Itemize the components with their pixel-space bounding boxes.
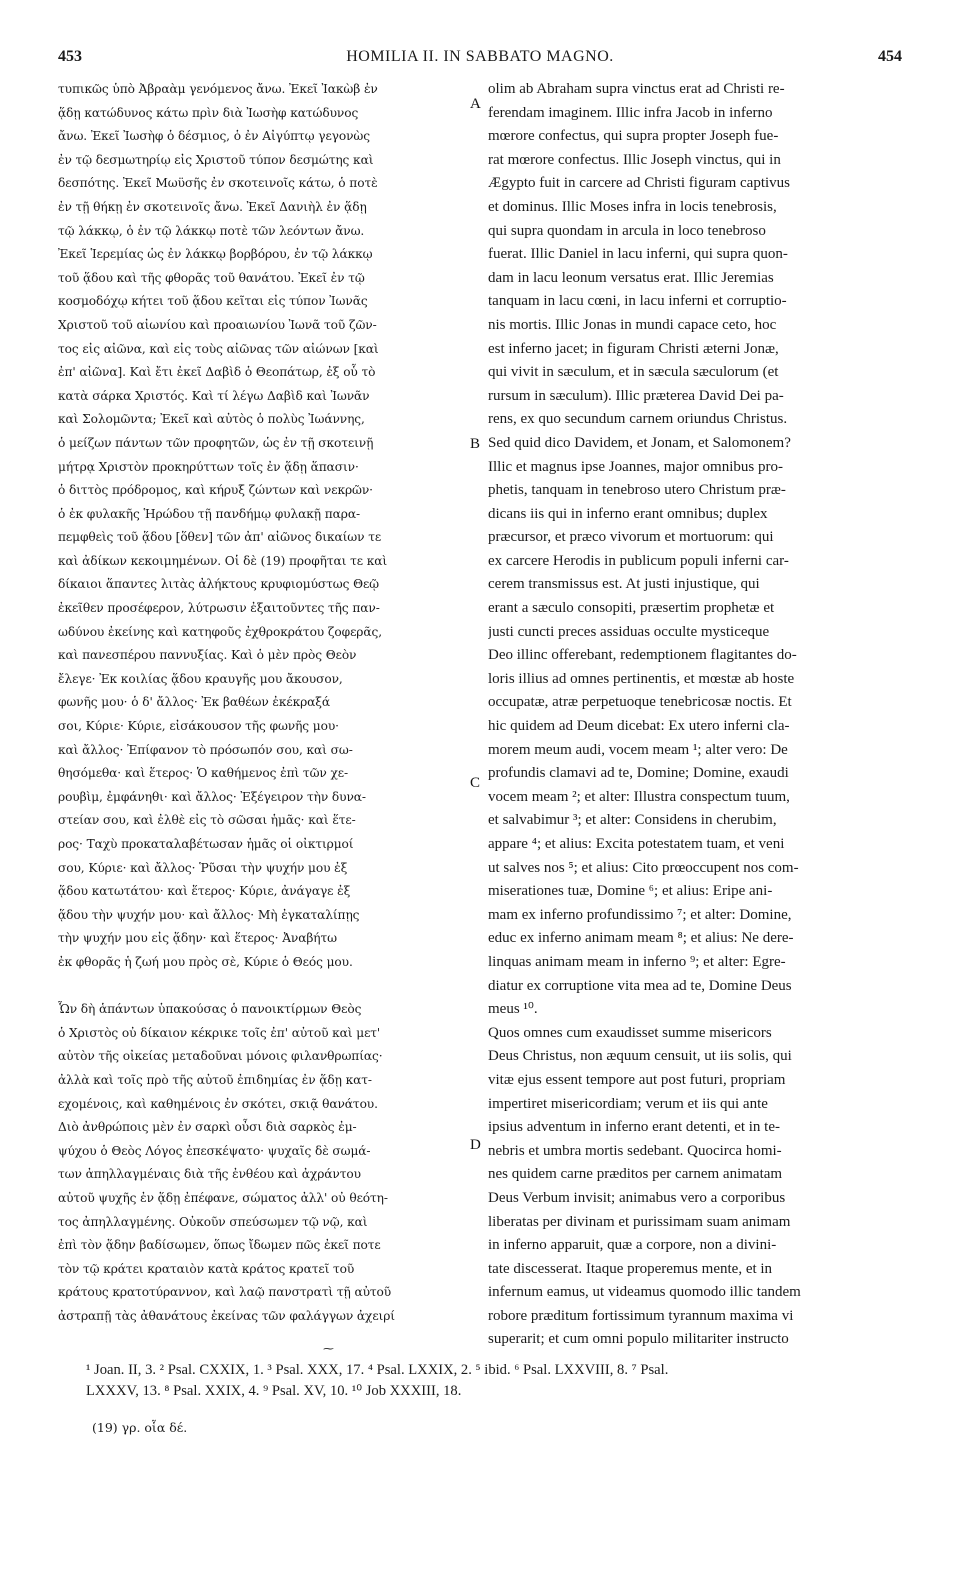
latin-text-line: meus ¹⁰. [488, 1001, 538, 1018]
latin-text-line: et dominus. Illic Moses infra in locis tenebrosis, [488, 198, 777, 215]
greek-text-line: Χριστοῦ τοῦ αἰωνίου καὶ προαιωνίου Ἰωνᾶ τοῦ ζῶν- [58, 317, 377, 332]
latin-text-line: Ægypto fuit in carcere ad Christi figuram captivus [488, 175, 790, 192]
greek-text-line: ὁ διττὸς πρόδρομος, καὶ κήρυξ ζώντων καὶ νεκρῶν· [58, 483, 373, 498]
latin-text-line: Sed quid dico Davidem, et Jonam, et Salomonem? [488, 434, 791, 451]
page-number-left: 453 [58, 48, 82, 65]
greek-text-line: μήτρᾳ Χριστὸν προκηρύττων τοῖς ἐν ᾅδῃ ἅπασιν· [58, 459, 359, 474]
greek-text-line: τῷ λάκκῳ, ὁ ἐν τῷ λάκκῳ ποτὲ τῶν λεόντων ἄνω. [58, 223, 365, 238]
latin-text-line: est inferno jacet; in figuram Christi æterni Jonæ, [488, 340, 779, 357]
latin-text-line: profundis clamavi ad te, Domine; Domine, exaudi [488, 765, 789, 782]
latin-text-line: linquas animam meam in inferno ⁹; et alter: Egre- [488, 953, 786, 970]
greek-text-line: ὁ μείζων πάντων τῶν προφητῶν, ὡς ἐν τῇ σκοτεινῇ [58, 435, 374, 450]
latin-text-line: tanquam in lacu cœni, in lacu inferni et corruptio- [488, 293, 787, 310]
greek-text-line: τὸν τῷ κράτει κραταιὸν κατὰ κράτος κρατεῖ τοῦ [58, 1261, 355, 1276]
greek-text-line: ρουβὶμ, ἐμφάνηθι· καὶ ἄλλος· Ἐξέγειρον τὴν δυνα- [58, 789, 366, 804]
latin-text-line: appare ⁴; et alius: Excita potestatem tuam, et veni [488, 836, 785, 852]
greek-text-line: ὁ Χριστὸς οὐ δίκαιον κέκρικε τοῖς ἐπ' αὐτοῦ καὶ μετ' [58, 1025, 381, 1040]
greek-text-line: ἐν τῇ θήκῃ ἐν σκοτεινοῖς ἄνω. Ἐκεῖ Δανιὴλ ἐν ᾅδῃ [58, 199, 367, 214]
latin-text-line: diatur ex corruptione vita mea ad te, Domine Deus [488, 977, 792, 994]
latin-text-line: rursum in sæculum). Illic præterea David Dei pa- [488, 387, 784, 404]
latin-text-line: mam ex inferno profundissimo ⁷; et alter: Domine, [488, 906, 792, 923]
section-marker-d: D [470, 1137, 481, 1153]
greek-text-line: ἐκ φθορᾶς ἡ ζωή μου πρὸς σὲ, Κύριε ὁ Θεός μου. [58, 954, 353, 969]
greek-text-line: τος ἀπηλλαγμένης. Οὐκοῦν σπεύσωμεν τῷ νῷ, καὶ [58, 1214, 368, 1229]
latin-text-line: superarit; et cum omni populo militariter instructo [488, 1331, 789, 1348]
latin-text-line: Deo illinc offerebant, redemptionem flagitantes do- [488, 647, 797, 664]
latin-text-line: Quos omnes cum exaudisset summe misericors [488, 1024, 772, 1041]
latin-text-line: miserationes tuæ, Domine ⁶; et alius: Eripe ani- [488, 883, 773, 900]
greek-text-line: των ἀπηλλαγμέναις διὰ τῆς ἐνθέου καὶ ἀχράντου [58, 1167, 361, 1182]
greek-text-line: τὴν ψυχήν μου εἰς ᾅδην· καὶ ἕτερος· Ἀναβήτω [58, 931, 337, 946]
greek-text-line: στείαν σου, καὶ ἐλθὲ εἰς τὸ σῶσαι ἡμᾶς· καὶ ἕτε- [58, 813, 356, 828]
latin-text-line: præcursor, et præco vivorum et mortuorum: qui [488, 529, 774, 546]
latin-text-line: erant a sæculo consopiti, præsertim prophetæ et [488, 600, 775, 617]
latin-text-line: loris illius ad omnes pertinentis, et mœstæ ab hoste [488, 670, 795, 687]
latin-text-line: ut salves nos ⁵; et alius: Cito prœoccupent nos com- [488, 859, 799, 876]
greek-text-line: ᾅδῃ κατώδυνος κάτω πρὶν διὰ Ἰωσὴφ κατώδυνος [58, 105, 359, 120]
greek-text-line: ᾅδου κατωτάτου· καὶ ἕτερος· Κύριε, ἀνάγαγε ἐξ [58, 884, 351, 899]
greek-text-line: ψύχου ὁ Θεὸς Λόγος ἐπεσκέψατο· ψυχαῖς δὲ σωμά- [58, 1143, 371, 1158]
latin-text-line: Deus Christus, non æquum censuit, ut iis solis, qui [488, 1048, 792, 1065]
latin-text-line: dicans iis qui in inferno erant omnibus; duplex [488, 505, 768, 522]
latin-text-line: impertiret misericordiam; verum et iis qui ante [488, 1095, 768, 1112]
greek-text-line: ἄνω. Ἐκεῖ Ἰωσὴφ ὁ δέσμιος, ὁ ἐν Αἰγύπτῳ γεγονὼς [58, 129, 370, 144]
latin-text-column [488, 78, 904, 1352]
greek-text-line: πεμφθεὶς τοῦ ᾅδου [ὅθεν] τῶν ἀπ' αἰῶνος δικαίων τε [58, 530, 382, 545]
latin-text-line: nes quidem carne præditos per carnem animatam [488, 1166, 783, 1183]
greek-text-line: τος εἰς αἰῶνα, καὶ εἰς τοὺς αἰῶνας τῶν αἰώνων [καὶ [58, 341, 379, 356]
latin-text-line: tate discesserat. Itaque properemus mente, et in [488, 1260, 773, 1277]
greek-text-line: φωνῆς μου· ὁ δ' ἄλλος· Ἐκ βαθέων ἐκέκραξά [58, 695, 331, 710]
running-title: HOMILIA II. IN SABBATO MAGNO. [346, 48, 614, 65]
footnote-line: ¹ Joan. II, 3. ² Psal. CXXIX, 1. ³ Psal. XXX, 17. ⁴ Psal. LXXIX, 2. ⁵ ibid. ⁶ Psal. LXXVIII, 8. ⁷ Psal. [86, 1362, 669, 1378]
greek-text-line: ωδύνου ἐκείνης καὶ κατηφοῦς ἐχθροκράτου ζοφερᾶς, [58, 624, 382, 639]
latin-text-line: Illic et magnus ipse Joannes, major omnibus pro- [488, 458, 783, 475]
greek-text-line: καὶ Σολομῶντα; Ἐκεῖ καὶ αὐτὸς ὁ πολὺς Ἰωάννης, [58, 412, 365, 427]
latin-text-line: in inferno apparuit, quæ a corpore, non a divini- [488, 1237, 777, 1254]
latin-text-line: vocem meam ²; et alter: Illustra conspectum tuum, [488, 788, 790, 805]
greek-text-line: καὶ ἀδίκων κεκοιμημένων. Οἱ δὲ (19) προφῆται τε καὶ [58, 553, 388, 568]
greek-text-line: σοι, Κύριε· Κύριε, εἰσάκουσον τῆς φωνῆς μου· [58, 719, 339, 734]
greek-text-line: τυπικῶς ὑπὸ Ἀβραὰμ γενόμενος ἄνω. Ἐκεῖ Ἰακὼβ ἐν [58, 82, 378, 96]
greek-text-line: κοσμοδόχῳ κήτει τοῦ ᾅδου κεῖται εἰς τύπον Ἰωνᾶς [58, 294, 368, 309]
greek-text-line: τοῦ ᾅδου καὶ τῆς φθορᾶς τοῦ θανάτου. Ἐκεῖ ἐν τῷ [58, 270, 365, 285]
greek-text-line: αὐτοῦ ψυχῆς ἐν ᾅδῃ ἐπέφανε, σώματος ἀλλ' οὐ θεότη- [58, 1190, 388, 1205]
latin-text-line: qui supra quondam in arcula in loco tenebroso [488, 222, 766, 239]
footnotes [86, 1360, 904, 1402]
greek-text-line: ἐπ' αἰῶνα]. Καὶ ἔτι ἐκεῖ Δαβὶδ ὁ Θεοπάτωρ, ἐξ οὗ τὸ [58, 365, 376, 380]
greek-text-line: ἀλλὰ καὶ τοῖς πρὸ τῆς αὐτοῦ ἐπιδημίας ἐν ᾅδῃ κατ- [58, 1072, 372, 1087]
greek-text-line: καὶ ἄλλος· Ἐπίφανον τὸ πρόσωπόν σου, καὶ σω- [58, 742, 353, 757]
latin-text-line: mœrore confectus, qui supra propter Joseph fue- [488, 128, 779, 145]
greek-text-line: ἀστραπῇ τὰς ἀθανάτους ἐκείνας τῶν φαλάγγων ἀχειρί [58, 1308, 395, 1323]
greek-text-line: ᾅδου τὴν ψυχήν μου· καὶ ἄλλος· Μὴ ἐγκαταλίπῃς [58, 907, 360, 922]
section-marker-b: B [470, 436, 481, 452]
latin-text-line: liberatas per divinam et purissimam suam animam [488, 1213, 791, 1230]
latin-text-line: olim ab Abraham supra vinctus erat ad Christi re- [488, 81, 785, 97]
greek-text-line: ἐπὶ τὸν ᾅδην βαδίσωμεν, ὅπως ἴδωμεν πῶς ἐκεῖ ποτε [58, 1238, 381, 1253]
latin-text-line: morem meum audi, vocem meam ¹; alter vero: De [488, 741, 788, 758]
greek-text-line: δίκαιοι ἅπαντες λιτὰς ἀλήκτους κρυφιομύστως Θεῷ [58, 577, 380, 592]
greek-text-line: Ὧν δὴ ἁπάντων ὑπακούσας ὁ πανοικτίρμων Θεὸς [58, 1002, 362, 1017]
latin-text-line: et salvabimur ³; et alter: Considens in cherubim, [488, 812, 777, 829]
latin-text-line: hic quidem ad Deum dicebat: Ex utero inferni cla- [488, 718, 790, 735]
footnote-rule: ⁓ [323, 1342, 334, 1355]
greek-text-line: ἐν τῷ δεσμωτηρίῳ εἰς Χριστοῦ τύπον δεσμώτης καὶ [58, 152, 374, 167]
greek-text-line: εχομένοις, καὶ καθημένοις ἐν σκότει, σκιᾷ θανάτου. [58, 1096, 378, 1111]
latin-text-line: fuerat. Illic Daniel in lacu inferni, qui supra quon- [488, 246, 788, 263]
latin-text-line: rens, ex quo secundum carnem oriundus Christus. [488, 411, 788, 428]
greek-text-line: σου, Κύριε· καὶ ἄλλος· Ῥῦσαι τὴν ψυχήν μου ἐξ [58, 860, 348, 875]
latin-text-line: infernum eamus, ut videamus quomodo illic tandem [488, 1284, 801, 1301]
page-header [58, 48, 902, 72]
latin-text-line: ipsius adventum in inferno erant detenti, et in te- [488, 1119, 781, 1136]
latin-text-line: justi cuncti preces assiduas occulte mysticeque [488, 623, 770, 640]
latin-text-line: educ ex inferno animam meam ⁸; et alius: Ne dere- [488, 930, 794, 947]
greek-text-line: ἐκεῖθεν προσέφερον, λύτρωσιν ἐξαιτοῦντες τῆς παν- [58, 601, 380, 616]
latin-text-line: robore præditum fortissimum tyrannum maxima vi [488, 1307, 794, 1324]
latin-text-line: dam in lacu leonum versatus erat. Illic Jeremias [488, 269, 774, 286]
greek-text-line: δεσπότης. Ἐκεῖ Μωϋσῆς ἐν σκοτεινοῖς κάτω, ὁ ποτὲ [58, 176, 378, 191]
greek-text-line: αὐτὸν τῆς οἰκείας μεταδοῦναι μόνοις φιλανθρωπίας· [58, 1049, 383, 1064]
latin-text-line: nis mortis. Illic Jonas in mundi capace ceto, hoc [488, 316, 777, 333]
latin-text-line: nebris et umbra mortis sedebant. Quocirca homi- [488, 1142, 782, 1159]
latin-text-line: qui vivit in sæculum, et in sæcula sæculorum (et [488, 364, 779, 381]
variant-note: (19) γρ. οἷα δέ. [92, 1420, 188, 1435]
greek-text-line: κράτους κρατοτύραννον, καὶ λαῷ πανστρατὶ τῇ αὐτοῦ [58, 1285, 392, 1300]
latin-text-line: occupatæ, atræ perpetuoque tenebricosæ noctis. Et [488, 694, 792, 711]
latin-text-line: ferendam imaginem. Illic infra Jacob in inferno [488, 104, 773, 121]
page-number-right: 454 [878, 48, 902, 65]
greek-text-line: Διὸ ἀνθρώποις μὲν ἐν σαρκὶ οὖσι διὰ σαρκὸς ἐμ- [58, 1120, 357, 1135]
greek-text-line: ὁ ἐκ φυλακῆς Ἡρώδου τῇ πανδήμῳ φυλακῇ παρα- [58, 506, 360, 521]
latin-text-line: cerem transmissus est. At justi injustique, qui [488, 576, 760, 593]
latin-text-line: rat mœrore confectus. Illic Joseph vinctus, qui in [488, 151, 781, 168]
greek-text-line: ρος· Ταχὺ προκαταλαβέτωσαν ἡμᾶς οἱ οἰκτιρμοί [58, 837, 354, 851]
greek-text-line: ἔλεγε· Ἐκ κοιλίας ᾅδου κραυγῆς μου ἄκουσον, [58, 671, 343, 686]
section-marker-c: C [470, 775, 481, 791]
greek-text-line: καὶ πανεσπέρου παννυξίας. Καὶ ὁ μὲν πρὸς Θεὸν [58, 648, 357, 663]
section-marker-a: A [470, 96, 481, 112]
latin-text-line: Deus Verbum invisit; animabus vero a corporibus [488, 1189, 786, 1206]
greek-text-column [58, 78, 466, 1328]
greek-text-line [58, 975, 466, 999]
footnote-line: LXXXV, 13. ⁸ Psal. XXIX, 4. ⁹ Psal. XV, 10. ¹⁰ Job XXXIII, 18. [86, 1383, 462, 1399]
greek-text-line: Ἐκεῖ Ἱερεμίας ὡς ἐν λάκκῳ βορβόρου, ἐν τῷ λάκκῳ [58, 247, 373, 262]
latin-text-line: vitæ ejus essent tempore aut post futuri, propriam [488, 1071, 786, 1088]
greek-text-line: θησόμεθα· καὶ ἕτερος· Ὁ καθήμενος ἐπὶ τῶν χε- [58, 766, 349, 781]
greek-text-line: κατὰ σάρκα Χριστός. Καὶ τί λέγω Δαβὶδ καὶ Ἰωνᾶν [58, 388, 370, 403]
latin-text-line: ex carcere Herodis in publicum populi inferni car- [488, 552, 789, 569]
latin-text-line: phetis, tanquam in tenebroso utero Christum præ- [488, 482, 786, 499]
